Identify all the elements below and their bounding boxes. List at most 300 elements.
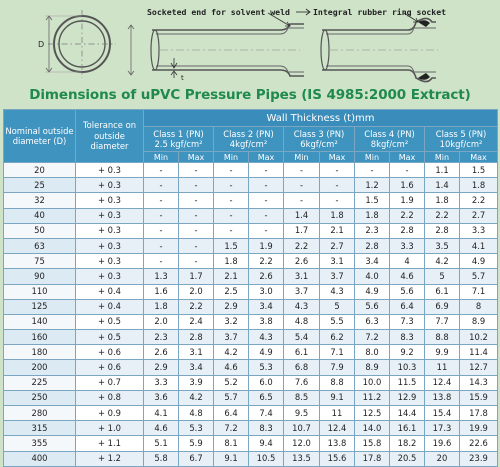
table-cell: 4.1 (460, 238, 498, 253)
table-cell: 3.0 (249, 284, 284, 299)
table-cell: 3.1 (179, 345, 214, 360)
table-cell: 1.8 (425, 193, 460, 208)
table-cell: 11.5 (390, 375, 425, 390)
table-cell: 3.7 (284, 284, 320, 299)
table-cell: + 0.3 (76, 269, 144, 284)
table-cell: 110 (4, 284, 76, 299)
table-cell: 25 (4, 178, 76, 193)
table-cell: 225 (4, 375, 76, 390)
table-cell: 3.6 (144, 390, 179, 405)
table-cell: - (179, 193, 214, 208)
label-rubber-ring: Integral rubber ring socket (313, 7, 447, 17)
table-cell: 6.1 (284, 345, 320, 360)
table-cell: 2.8 (390, 223, 425, 238)
table-cell: + 0.3 (76, 163, 144, 178)
table-cell: 1.5 (460, 163, 498, 178)
table-cell: 4.8 (284, 314, 320, 329)
table-cell: 4.2 (425, 254, 460, 269)
table-cell: 1.8 (144, 299, 179, 314)
table-cell: 50 (4, 223, 76, 238)
table-cell: 1.3 (144, 269, 179, 284)
table-cell: - (144, 193, 179, 208)
table-cell: 2.2 (425, 208, 460, 223)
table-cell: - (179, 223, 214, 238)
table-cell: + 0.3 (76, 178, 144, 193)
table-cell: - (355, 163, 390, 178)
table-cell: + 1.0 (76, 421, 144, 436)
table-cell: + 0.8 (76, 390, 144, 405)
table-cell: 3.1 (320, 254, 355, 269)
table-row (4, 193, 498, 208)
table-cell: 4.3 (284, 299, 320, 314)
table-cell: 7.6 (284, 375, 320, 390)
table-cell: 1.7 (179, 269, 214, 284)
pipe-cross-section (45, 10, 116, 78)
table-cell: 3.3 (460, 223, 498, 238)
table-cell: 2.6 (144, 345, 179, 360)
table-cell: 1.8 (320, 208, 355, 223)
table-cell: - (179, 254, 214, 269)
table-cell: 14.0 (355, 421, 390, 436)
table-cell: - (249, 163, 284, 178)
table-cell: 9.1 (320, 390, 355, 405)
table-row (4, 345, 498, 360)
table-cell: - (249, 193, 284, 208)
table-cell: 4.1 (144, 406, 179, 421)
table-cell: 7.9 (320, 360, 355, 375)
table-cell: - (249, 208, 284, 223)
table-cell: - (214, 208, 249, 223)
table-cell: - (249, 223, 284, 238)
header-min-class-1: Min (144, 152, 179, 163)
class-name: Class 1 (PN) (153, 128, 204, 139)
page-title: Dimensions of uPVC Pressure Pipes (IS 4985:2000 Extract) (29, 87, 471, 103)
table-cell: 13.5 (284, 451, 320, 466)
table-cell: 10.5 (249, 451, 284, 466)
table-cell: 200 (4, 360, 76, 375)
table-cell: 2.2 (249, 254, 284, 269)
label-d-cross: D (38, 40, 45, 49)
table-cell: + 0.6 (76, 360, 144, 375)
table-row (4, 208, 498, 223)
table-cell: 10.7 (284, 421, 320, 436)
table-cell: 1.6 (144, 284, 179, 299)
table-cell: 4.0 (355, 269, 390, 284)
table-cell: 140 (4, 314, 76, 329)
table-cell: 2.1 (214, 269, 249, 284)
header-wall-thickness: Wall Thickness (t)mm (144, 110, 498, 127)
table-header (4, 110, 498, 163)
table-cell: 8.3 (249, 421, 284, 436)
table-row (4, 163, 498, 178)
table-cell: 2.2 (460, 193, 498, 208)
table-cell: 19.9 (460, 421, 498, 436)
header-min-class-3: Min (284, 152, 320, 163)
table-row (4, 360, 498, 375)
table-cell: 14.3 (460, 375, 498, 390)
table-cell: 9.9 (425, 345, 460, 360)
table-cell: 3.4 (249, 299, 284, 314)
table-cell: 20.5 (390, 451, 425, 466)
table-cell: + 0.3 (76, 254, 144, 269)
header-nominal-diameter: Nominal outside diameter (D) (4, 110, 76, 163)
table-cell: 13.8 (425, 390, 460, 405)
table-cell: 9.1 (214, 451, 249, 466)
table-cell: + 0.3 (76, 223, 144, 238)
table-cell: 2.7 (460, 208, 498, 223)
table-cell: 19.6 (425, 436, 460, 451)
class-pressure: 10kgf/cm² (439, 139, 483, 149)
header-class-2 (214, 127, 284, 152)
table-cell: 2.0 (144, 314, 179, 329)
table-cell: 3.9 (179, 375, 214, 390)
rubber-ring-pipe (321, 13, 438, 82)
table-cell: 5.6 (390, 284, 425, 299)
table-cell: 2.3 (144, 330, 179, 345)
table-cell: 7.1 (460, 284, 498, 299)
table-cell: 1.2 (355, 178, 390, 193)
table-cell: 355 (4, 436, 76, 451)
class-name: Class 4 (PN) (364, 128, 415, 139)
table-cell: 11 (320, 406, 355, 421)
table-cell: + 0.6 (76, 345, 144, 360)
table-cell: 2.2 (284, 238, 320, 253)
table-row (4, 178, 498, 193)
table-cell: 3.8 (249, 314, 284, 329)
table-cell: 18.2 (390, 436, 425, 451)
table-cell: 6.0 (249, 375, 284, 390)
table-row (4, 238, 498, 253)
table-cell: + 0.3 (76, 208, 144, 223)
table-cell: 8.8 (425, 330, 460, 345)
header-min-class-2: Min (214, 152, 249, 163)
table-cell: 5.5 (320, 314, 355, 329)
table-cell: 2.6 (284, 254, 320, 269)
table-cell: - (144, 208, 179, 223)
class-name: Class 3 (PN) (293, 128, 345, 139)
table-cell: 5.6 (355, 299, 390, 314)
table-cell: 5.1 (144, 436, 179, 451)
table-cell: 6.5 (249, 390, 284, 405)
table-cell: 7.2 (355, 330, 390, 345)
table-cell: 3.3 (390, 238, 425, 253)
table-cell: 1.8 (214, 254, 249, 269)
table-cell: 8.3 (390, 330, 425, 345)
table-cell: 2.0 (179, 284, 214, 299)
header-max-class-1: Max (179, 152, 214, 163)
table-cell: + 1.2 (76, 451, 144, 466)
table-cell: 8.9 (355, 360, 390, 375)
table-cell: 7.2 (214, 421, 249, 436)
table-cell: 315 (4, 421, 76, 436)
header-tolerance: Tolerance on outside diameter (76, 110, 144, 163)
table-cell: 11.4 (460, 345, 498, 360)
table-cell: - (284, 178, 320, 193)
table-cell: 11 (425, 360, 460, 375)
table-cell: 5.4 (284, 330, 320, 345)
table-row (4, 375, 498, 390)
table-cell: 15.4 (425, 406, 460, 421)
table-cell: - (214, 163, 249, 178)
table-cell: - (144, 178, 179, 193)
table-cell: 3.2 (214, 314, 249, 329)
table-cell: 4.6 (390, 269, 425, 284)
table-row (4, 330, 498, 345)
header-max-class-4: Max (390, 152, 425, 163)
table-cell: 17.8 (460, 406, 498, 421)
table-cell: 4.9 (249, 345, 284, 360)
table-cell: 2.9 (144, 360, 179, 375)
table-row (4, 284, 498, 299)
table-cell: 6.8 (284, 360, 320, 375)
table-body (4, 163, 498, 467)
table-cell: 4.9 (460, 254, 498, 269)
table-cell: 15.9 (460, 390, 498, 405)
table-cell: 180 (4, 345, 76, 360)
dimensions-table-wrapper (3, 109, 497, 467)
table-cell: - (214, 178, 249, 193)
table-cell: 1.4 (284, 208, 320, 223)
table-cell: + 1.1 (76, 436, 144, 451)
table-cell: 8.0 (355, 345, 390, 360)
table-cell: 4.8 (179, 406, 214, 421)
table-cell: 1.1 (425, 163, 460, 178)
table-cell: + 0.5 (76, 314, 144, 329)
table-cell: 2.6 (249, 269, 284, 284)
table-cell: - (214, 223, 249, 238)
table-cell: - (320, 163, 355, 178)
header-class-5 (425, 127, 498, 152)
table-row (4, 314, 498, 329)
table-cell: 1.6 (390, 178, 425, 193)
table-cell: 4.9 (355, 284, 390, 299)
table-cell: - (179, 208, 214, 223)
table-cell: 40 (4, 208, 76, 223)
table-cell: 280 (4, 406, 76, 421)
table-cell: 5.9 (179, 436, 214, 451)
table-cell: 10.2 (460, 330, 498, 345)
table-cell: 9.4 (249, 436, 284, 451)
table-cell: + 0.3 (76, 193, 144, 208)
table-cell: + 0.5 (76, 330, 144, 345)
table-cell: 16.1 (390, 421, 425, 436)
table-cell: 12.9 (390, 390, 425, 405)
table-cell: 12.7 (460, 360, 498, 375)
table-cell: 13.8 (320, 436, 355, 451)
table-cell: - (144, 238, 179, 253)
table-row (4, 436, 498, 451)
table-cell: 5.3 (179, 421, 214, 436)
table-cell: + 0.9 (76, 406, 144, 421)
table-cell: - (179, 163, 214, 178)
table-cell: 400 (4, 451, 76, 466)
table-cell: 4.3 (249, 330, 284, 345)
table-cell: 5 (320, 299, 355, 314)
header-max-class-2: Max (249, 152, 284, 163)
table-cell: 5.3 (249, 360, 284, 375)
table-cell: 90 (4, 269, 76, 284)
table-cell: 7.4 (249, 406, 284, 421)
table-cell: - (144, 223, 179, 238)
table-cell: 3.3 (144, 375, 179, 390)
table-cell: 3.7 (214, 330, 249, 345)
header-min-class-5: Min (425, 152, 460, 163)
table-cell: 3.4 (355, 254, 390, 269)
table-cell: 3.7 (320, 269, 355, 284)
table-row (4, 406, 498, 421)
header-min-class-4: Min (355, 152, 390, 163)
table-cell: 7.7 (425, 314, 460, 329)
table-cell: 7.3 (390, 314, 425, 329)
table-cell: - (284, 193, 320, 208)
table-cell: 2.9 (214, 299, 249, 314)
table-cell: 8.9 (460, 314, 498, 329)
header-class-3 (284, 127, 355, 152)
table-cell: 6.3 (355, 314, 390, 329)
table-cell: 22.6 (460, 436, 498, 451)
class-pressure: 6kgf/cm² (300, 139, 338, 149)
table-cell: 17.3 (425, 421, 460, 436)
table-cell: 14.4 (390, 406, 425, 421)
table-cell: 4 (390, 254, 425, 269)
table-cell: 63 (4, 238, 76, 253)
header-class-4 (355, 127, 425, 152)
solvent-weld-pipe (128, 13, 304, 78)
table-cell: 12.5 (355, 406, 390, 421)
class-pressure: 2.5 kgf/cm² (154, 139, 203, 149)
table-cell: 11.2 (355, 390, 390, 405)
table-cell: 2.8 (355, 238, 390, 253)
table-cell: 75 (4, 254, 76, 269)
class-pressure: 4kgf/cm² (229, 139, 268, 149)
table-row (4, 451, 498, 466)
table-cell: 1.5 (214, 238, 249, 253)
table-cell: 4.2 (179, 390, 214, 405)
table-cell: 17.8 (355, 451, 390, 466)
table-cell: 125 (4, 299, 76, 314)
table-cell: - (320, 178, 355, 193)
table-cell: 12.4 (320, 421, 355, 436)
table-cell: 250 (4, 390, 76, 405)
header-max-class-3: Max (320, 152, 355, 163)
pipe-drawing (0, 0, 500, 84)
table-row (4, 269, 498, 284)
header-class-1 (144, 127, 214, 152)
table-cell: 6.4 (390, 299, 425, 314)
table-cell: 4.6 (214, 360, 249, 375)
table-cell: 2.1 (320, 223, 355, 238)
table-cell: - (249, 178, 284, 193)
table-cell: 4.3 (320, 284, 355, 299)
table-cell: - (320, 193, 355, 208)
table-row (4, 299, 498, 314)
table-cell: 2.4 (179, 314, 214, 329)
table-cell: 4.6 (144, 421, 179, 436)
table-cell: 3.4 (179, 360, 214, 375)
table-cell: - (284, 163, 320, 178)
table-cell: 6.4 (214, 406, 249, 421)
table-cell: 5.8 (144, 451, 179, 466)
table-cell: + 0.4 (76, 299, 144, 314)
table-cell: 20 (4, 163, 76, 178)
table-cell: 5 (425, 269, 460, 284)
table-cell: + 0.4 (76, 284, 144, 299)
table-cell: 1.7 (284, 223, 320, 238)
table-cell: 2.2 (390, 208, 425, 223)
table-cell: + 0.3 (76, 238, 144, 253)
table-cell: - (144, 163, 179, 178)
table-row (4, 390, 498, 405)
table-cell: 1.5 (355, 193, 390, 208)
table-cell: 8.1 (214, 436, 249, 451)
table-cell: 4.2 (214, 345, 249, 360)
table-cell: 6.9 (425, 299, 460, 314)
table-cell: 2.8 (179, 330, 214, 345)
dimensions-table (3, 109, 498, 467)
table-cell: 9.2 (390, 345, 425, 360)
table-cell: - (179, 238, 214, 253)
label-t: t (181, 74, 184, 82)
rubber-ring-top (418, 20, 430, 27)
table-cell: 3.5 (425, 238, 460, 253)
rubber-ring-bottom (418, 73, 430, 80)
table-cell: 6.1 (425, 284, 460, 299)
table-cell: 10.3 (390, 360, 425, 375)
table-cell: 2.3 (355, 223, 390, 238)
header-max-class-5: Max (460, 152, 498, 163)
table-row (4, 223, 498, 238)
table-cell: - (144, 254, 179, 269)
class-name: Class 2 (PN) (223, 128, 274, 139)
table-cell: 9.5 (284, 406, 320, 421)
table-cell: 12.0 (284, 436, 320, 451)
table-cell: 15.6 (320, 451, 355, 466)
label-socketed-end: Socketed end for solvent weld (147, 7, 290, 17)
table-cell: 1.8 (460, 178, 498, 193)
table-cell: 8 (460, 299, 498, 314)
table-cell: 2.2 (179, 299, 214, 314)
pipe-diagram (0, 0, 500, 84)
table-cell: 1.9 (390, 193, 425, 208)
table-cell: 1.8 (355, 208, 390, 223)
table-cell: 8.5 (284, 390, 320, 405)
class-name: Class 5 (PN) (435, 128, 487, 139)
table-cell: 10.0 (355, 375, 390, 390)
table-cell: 6.2 (320, 330, 355, 345)
table-cell: 5.7 (214, 390, 249, 405)
table-cell: 6.7 (179, 451, 214, 466)
table-cell: 1.9 (249, 238, 284, 253)
table-cell: 20 (425, 451, 460, 466)
table-cell: 8.8 (320, 375, 355, 390)
table-cell: - (179, 178, 214, 193)
table-cell: 12.4 (425, 375, 460, 390)
table-cell: 32 (4, 193, 76, 208)
table-cell: 15.8 (355, 436, 390, 451)
table-row (4, 421, 498, 436)
table-cell: 2.8 (425, 223, 460, 238)
class-pressure: 8kgf/cm² (370, 139, 409, 149)
table-cell: 23.9 (460, 451, 498, 466)
table-cell: 1.4 (425, 178, 460, 193)
table-cell: + 0.7 (76, 375, 144, 390)
table-row (4, 254, 498, 269)
table-cell: 5.2 (214, 375, 249, 390)
table-cell: - (214, 193, 249, 208)
table-cell: - (390, 163, 425, 178)
table-cell: 3.1 (284, 269, 320, 284)
table-cell: 7.1 (320, 345, 355, 360)
